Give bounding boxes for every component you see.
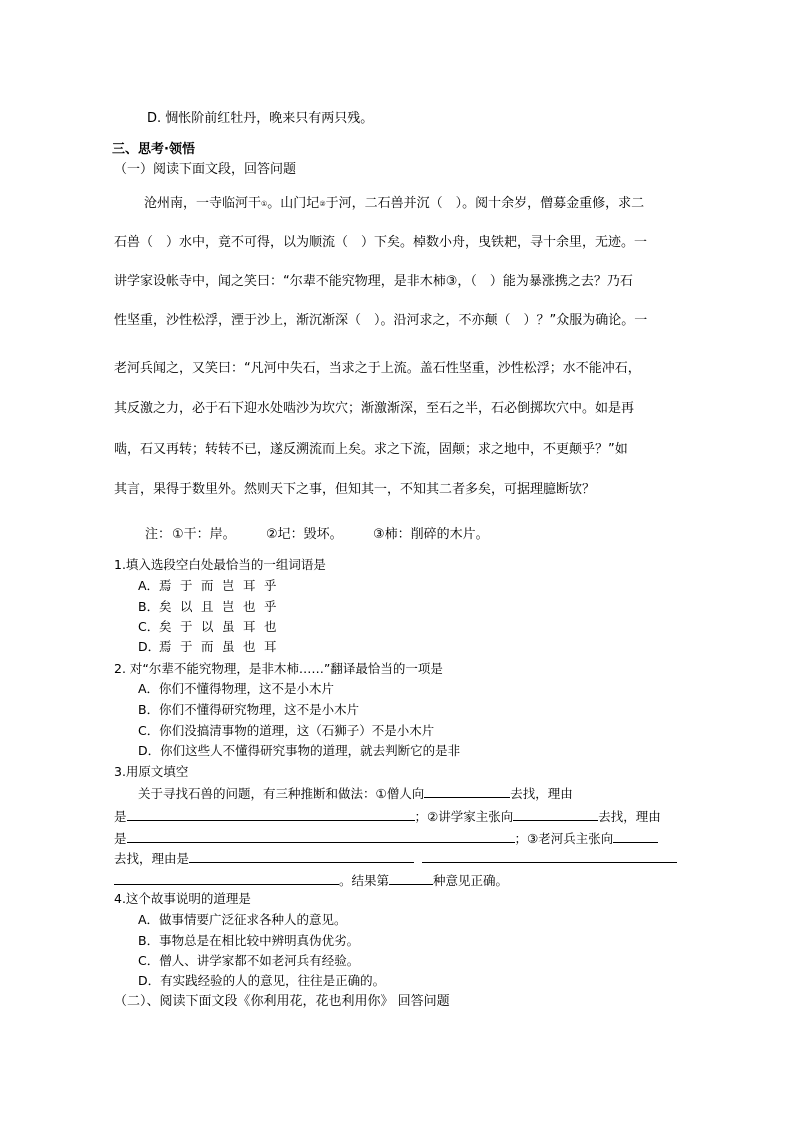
notes-prefix: 注：	[145, 527, 172, 542]
q4-option-b: B．事物总是在相比较中辨明真伪优劣。	[138, 933, 360, 948]
q4-option-c: C．僧人、讲学家都不如老河兵有经验。	[138, 953, 360, 968]
passage-line: 其言，果得于数里外。然则天下之事，但知其一，不知其二者多矣，可据理臆断欤？	[114, 482, 596, 497]
answer-blank[interactable]	[422, 850, 677, 863]
footnote-mark: ①	[261, 200, 268, 208]
part1-intro: （一）阅读下面文段，回答问题	[114, 162, 297, 177]
q3-stem: 3.用原文填空	[114, 764, 189, 779]
passage-line: 讲学家设帐寺中，闻之笑曰：“尔辈不能究物理，是非木柿③，（ ）能为暴涨携之去？乃石	[114, 274, 633, 289]
passage-line: 性坚重，沙性松浮，湮于沙上，渐沉渐深（ ）。沿河求之，不亦颠（ ）？”众服为确论。一	[114, 313, 648, 328]
footnote-mark: ②	[319, 200, 326, 208]
q4-option-d: D．有实践经验的人的意见，往往是正确的。	[138, 973, 386, 988]
q1-option-a: A．焉 于 而 岂 耳 乎	[138, 578, 277, 593]
section-heading: 三、思考·领悟	[112, 142, 195, 157]
q4-stem: 4.这个故事说明的道理是	[114, 891, 251, 906]
q1-option-c: C．矣 于 以 虽 耳 也	[138, 619, 277, 634]
q2-stem: 2. 对“尔辈不能究物理，是非木柿……”翻译最恰当的一项是	[114, 661, 443, 676]
passage-line: 沧州南，一寺临河干①。山门圮②于河，二石兽并沉（ ）。阅十余岁，僧募金重修，求二	[144, 196, 645, 211]
q2-option-c: C．你们没搞清事物的道理，这（石狮子）不是小木片	[138, 723, 435, 738]
q2-option-d: D．你们这些人不懂得研究事物的道理，就去判断它的是非	[138, 743, 461, 758]
q1-option-b: B．矣 以 且 岂 也 乎	[138, 599, 277, 614]
q1-option-d: D．焉 于 而 虽 也 耳	[138, 639, 277, 654]
q2-option-b: B．你们不懂得研究物理，这不是小木片	[138, 702, 360, 717]
answer-blank[interactable]	[114, 872, 339, 885]
note-2: ②圮：毁坏。	[266, 527, 343, 542]
answer-blank[interactable]	[613, 830, 658, 843]
answer-blank[interactable]	[127, 808, 415, 821]
q3-line: 关于寻找石兽的问题，有三种推断和做法：①僧人向 去找，理由	[138, 786, 573, 801]
top-option-d: D. 惆怅阶前红牡丹，晚来只有两只残。	[147, 111, 374, 126]
passage-line: 啮，石又再转；转转不已，遂反溯流而上矣。求之下流，固颠；求之地中，不更颠乎？”如	[114, 442, 628, 457]
q3-line: 是 ；②讲学家主张向 去找，理由	[114, 809, 661, 824]
q1-stem: 1.填入选段空白处最恰当的一组词语是	[114, 557, 326, 572]
note-1: ①干：岸。	[172, 527, 236, 542]
answer-blank[interactable]	[127, 830, 515, 843]
q3-line: 是 ；③老河兵主张向	[114, 830, 658, 847]
passage-line: 石兽（ ）水中，竟不可得，以为顺流（ ）下矣。棹数小舟，曳铁耙，寻十余里，无迹。一	[114, 235, 648, 250]
answer-blank[interactable]	[424, 785, 510, 798]
passage-line: 其反激之力，必于石下迎水处啮沙为坎穴；渐激渐深，至石之半，石必倒掷坎穴中。如是再	[114, 401, 635, 416]
answer-blank[interactable]	[189, 850, 414, 863]
note-3: ③柿：削碎的木片。	[373, 527, 489, 542]
q4-option-a: A．做事情要广泛征求各种人的意见。	[138, 912, 347, 927]
passage-line: 老河兵闻之，又笑曰：“凡河中失石，当求之于上流。盖石性坚重，沙性松浮；水不能冲石，	[114, 361, 641, 376]
answer-blank[interactable]	[389, 872, 433, 885]
q3-line: 去找，理由是	[114, 850, 677, 867]
q2-option-a: A．你们不懂得物理，这不是小木片	[138, 681, 335, 696]
answer-blank[interactable]	[513, 808, 598, 821]
part2-intro: （二）、阅读下面文段《你利用花，花也利用你》 回答问题	[114, 994, 450, 1009]
q3-line: 。结果第 种意见正确。	[114, 872, 508, 889]
